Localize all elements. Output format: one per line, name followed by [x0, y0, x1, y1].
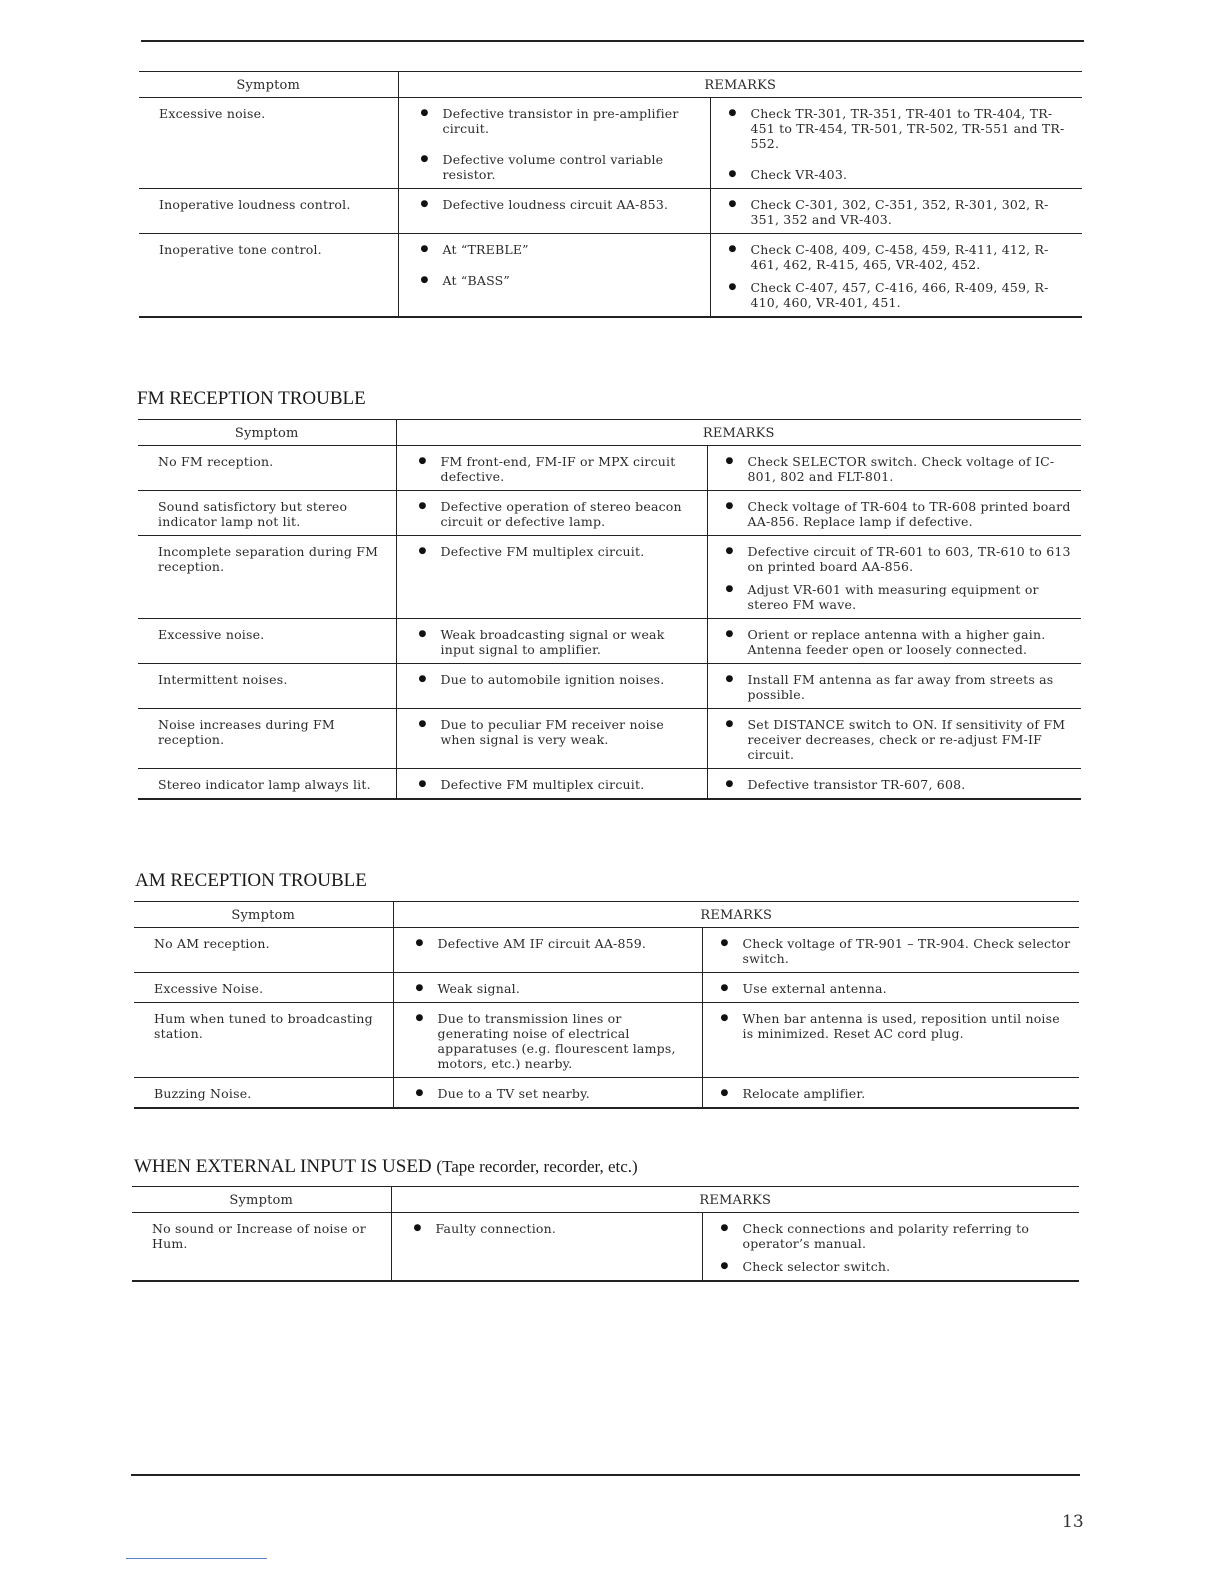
list-item: ● When bar antenna is used, reposition until noise is minimized. Reset AC cord plug. — [721, 1011, 1074, 1041]
list-item: ● Due to peculiar FM receiver noise when signal is very weak. — [419, 717, 701, 747]
cause-cell — [396, 619, 707, 664]
list-item: ● Defective operation of stereo beacon circuit or defective lamp. — [419, 499, 701, 529]
remarks-cell — [707, 769, 1081, 800]
footer-mark — [126, 1558, 267, 1559]
list-item: ● Orient or replace antenna with a higher gain. Antenna feeder open or loosely connected. — [726, 627, 1076, 657]
list-item: ● Relocate amplifier. — [721, 1086, 1074, 1101]
external-input-table — [132, 1186, 1079, 1282]
list-item: ● Due to a TV set nearby. — [416, 1086, 696, 1101]
symptom-cell: Inoperative tone control. — [139, 234, 398, 318]
table-row — [139, 98, 1082, 189]
cause-cell — [398, 234, 710, 318]
amplifier-trouble-table — [139, 71, 1082, 318]
cause-cell — [396, 446, 707, 491]
symptom-cell: No FM reception. — [138, 446, 396, 491]
table-row — [134, 1003, 1079, 1078]
list-item: ● Due to transmission lines or generating noise of electrical apparatuses (e.g. flourescent lamps, motors, etc.) nearby. — [416, 1011, 696, 1071]
list-item: ● Defective transistor in pre-amplifier circuit. — [421, 106, 704, 136]
cause-cell — [393, 973, 702, 1003]
remarks-cell — [702, 1003, 1079, 1078]
external-input-section-title — [134, 1156, 638, 1178]
list-item: ● Check voltage of TR-604 to TR-608 printed board AA-856. Replace lamp if defective. — [726, 499, 1076, 529]
cause-cell — [396, 491, 707, 536]
cause-cell — [398, 189, 710, 234]
list-item: ● Use external antenna. — [721, 981, 1074, 996]
table-header-row — [132, 1187, 1079, 1213]
symptom-header: Symptom — [132, 1187, 391, 1213]
cause-cell — [396, 769, 707, 800]
cause-cell — [393, 1003, 702, 1078]
bottom-rule — [131, 1474, 1080, 1476]
remarks-cell — [702, 973, 1079, 1003]
list-item: ● At “TREBLE” — [421, 242, 704, 257]
remarks-header: REMARKS — [391, 1187, 1079, 1213]
page-number: 13 — [1062, 1512, 1084, 1532]
symptom-cell: Intermittent noises. — [138, 664, 396, 709]
symptom-header: Symptom — [139, 72, 398, 98]
symptom-cell: No AM reception. — [134, 928, 393, 973]
remarks-cell — [710, 98, 1082, 189]
list-item: ● Defective volume control variable resistor. — [421, 152, 704, 182]
table-row — [138, 709, 1081, 769]
list-item: ● Check C-407, 457, C-416, 466, R-409, 459, R-410, 460, VR-401, 451. — [729, 280, 1077, 310]
list-item: ● FM front-end, FM-IF or MPX circuit defective. — [419, 454, 701, 484]
table-row — [138, 446, 1081, 491]
remarks-cell — [707, 446, 1081, 491]
table-row — [139, 234, 1082, 318]
remarks-header: REMARKS — [396, 420, 1081, 446]
remarks-cell — [707, 709, 1081, 769]
remarks-cell — [707, 619, 1081, 664]
table-row — [134, 1078, 1079, 1109]
cause-cell — [396, 536, 707, 619]
list-item: ● At “BASS” — [421, 273, 704, 288]
list-item: ● Check VR-403. — [729, 167, 1077, 182]
top-rule — [141, 40, 1084, 42]
list-item: ● Install FM antenna as far away from streets as possible. — [726, 672, 1076, 702]
symptom-cell: Buzzing Noise. — [134, 1078, 393, 1109]
list-item: ● Set DISTANCE switch to ON. If sensitivity of FM receiver decreases, check or re-adjust FM-IF circuit. — [726, 717, 1076, 762]
symptom-cell: Excessive Noise. — [134, 973, 393, 1003]
symptom-cell: Incomplete separation during FM reception. — [138, 536, 396, 619]
table-row — [134, 928, 1079, 973]
symptom-cell: Noise increases during FM reception. — [138, 709, 396, 769]
table-row — [139, 189, 1082, 234]
am-section-title: AM RECEPTION TROUBLE — [135, 870, 367, 891]
external-input-subtitle: (Tape recorder, recorder, etc.) — [436, 1157, 638, 1176]
table-header-row — [138, 420, 1081, 446]
list-item: ● Weak broadcasting signal or weak input signal to amplifier. — [419, 627, 701, 657]
remarks-cell — [710, 234, 1082, 318]
list-item: ● Defective circuit of TR-601 to 603, TR-610 to 613 on printed board AA-856. — [726, 544, 1076, 574]
list-item: ● Check selector switch. — [721, 1259, 1074, 1274]
remarks-cell — [702, 928, 1079, 973]
symptom-cell: No sound or Increase of noise or Hum. — [132, 1213, 391, 1282]
am-trouble-table — [134, 901, 1079, 1109]
list-item: ● Check C-408, 409, C-458, 459, R-411, 412, R-461, 462, R-415, 465, VR-402, 452. — [729, 242, 1077, 272]
table-row — [134, 973, 1079, 1003]
table-row — [138, 491, 1081, 536]
remarks-cell — [707, 491, 1081, 536]
cause-cell — [393, 1078, 702, 1109]
cause-cell — [398, 98, 710, 189]
symptom-cell: Stereo indicator lamp always lit. — [138, 769, 396, 800]
symptom-cell: Excessive noise. — [138, 619, 396, 664]
table-row — [138, 664, 1081, 709]
symptom-cell: Sound satisfictory but stereo indicator lamp not lit. — [138, 491, 396, 536]
remarks-cell — [710, 189, 1082, 234]
table-row — [138, 619, 1081, 664]
remarks-cell — [707, 536, 1081, 619]
list-item: ● Check C-301, 302, C-351, 352, R-301, 302, R-351, 352 and VR-403. — [729, 197, 1077, 227]
cause-cell — [396, 664, 707, 709]
external-input-title: WHEN EXTERNAL INPUT IS USED — [134, 1156, 432, 1177]
symptom-header: Symptom — [134, 902, 393, 928]
symptom-cell: Excessive noise. — [139, 98, 398, 189]
remarks-cell — [707, 664, 1081, 709]
list-item: ● Defective FM multiplex circuit. — [419, 544, 701, 559]
list-item: ● Check TR-301, TR-351, TR-401 to TR-404, TR-451 to TR-454, TR-501, TR-502, TR-551 and TR-552. — [729, 106, 1077, 151]
list-item: ● Weak signal. — [416, 981, 696, 996]
fm-section-title: FM RECEPTION TROUBLE — [137, 388, 366, 409]
cause-cell — [396, 709, 707, 769]
table-row — [132, 1213, 1079, 1282]
list-item: ● Check SELECTOR switch. Check voltage of IC-801, 802 and FLT-801. — [726, 454, 1076, 484]
table-header-row — [139, 72, 1082, 98]
list-item: ● Defective transistor TR-607, 608. — [726, 777, 1076, 792]
cause-cell — [391, 1213, 702, 1282]
symptom-header: Symptom — [138, 420, 396, 446]
cause-cell — [393, 928, 702, 973]
remarks-header: REMARKS — [398, 72, 1082, 98]
list-item: ● Faulty connection. — [414, 1221, 696, 1236]
table-row — [138, 769, 1081, 800]
remarks-cell — [702, 1078, 1079, 1109]
remarks-cell — [702, 1213, 1079, 1282]
list-item: ● Defective AM IF circuit AA-859. — [416, 936, 696, 951]
list-item: ● Due to automobile ignition noises. — [419, 672, 701, 687]
remarks-header: REMARKS — [393, 902, 1079, 928]
table-header-row — [134, 902, 1079, 928]
list-item: ● Defective loudness circuit AA-853. — [421, 197, 704, 212]
table-row — [138, 536, 1081, 619]
list-item: ● Check voltage of TR-901 – TR-904. Check selector switch. — [721, 936, 1074, 966]
fm-trouble-table — [138, 419, 1081, 800]
list-item: ● Adjust VR-601 with measuring equipment or stereo FM wave. — [726, 582, 1076, 612]
list-item: ● Check connections and polarity referring to operator’s manual. — [721, 1221, 1074, 1251]
list-item: ● Defective FM multiplex circuit. — [419, 777, 701, 792]
symptom-cell: Inoperative loudness control. — [139, 189, 398, 234]
symptom-cell: Hum when tuned to broadcasting station. — [134, 1003, 393, 1078]
